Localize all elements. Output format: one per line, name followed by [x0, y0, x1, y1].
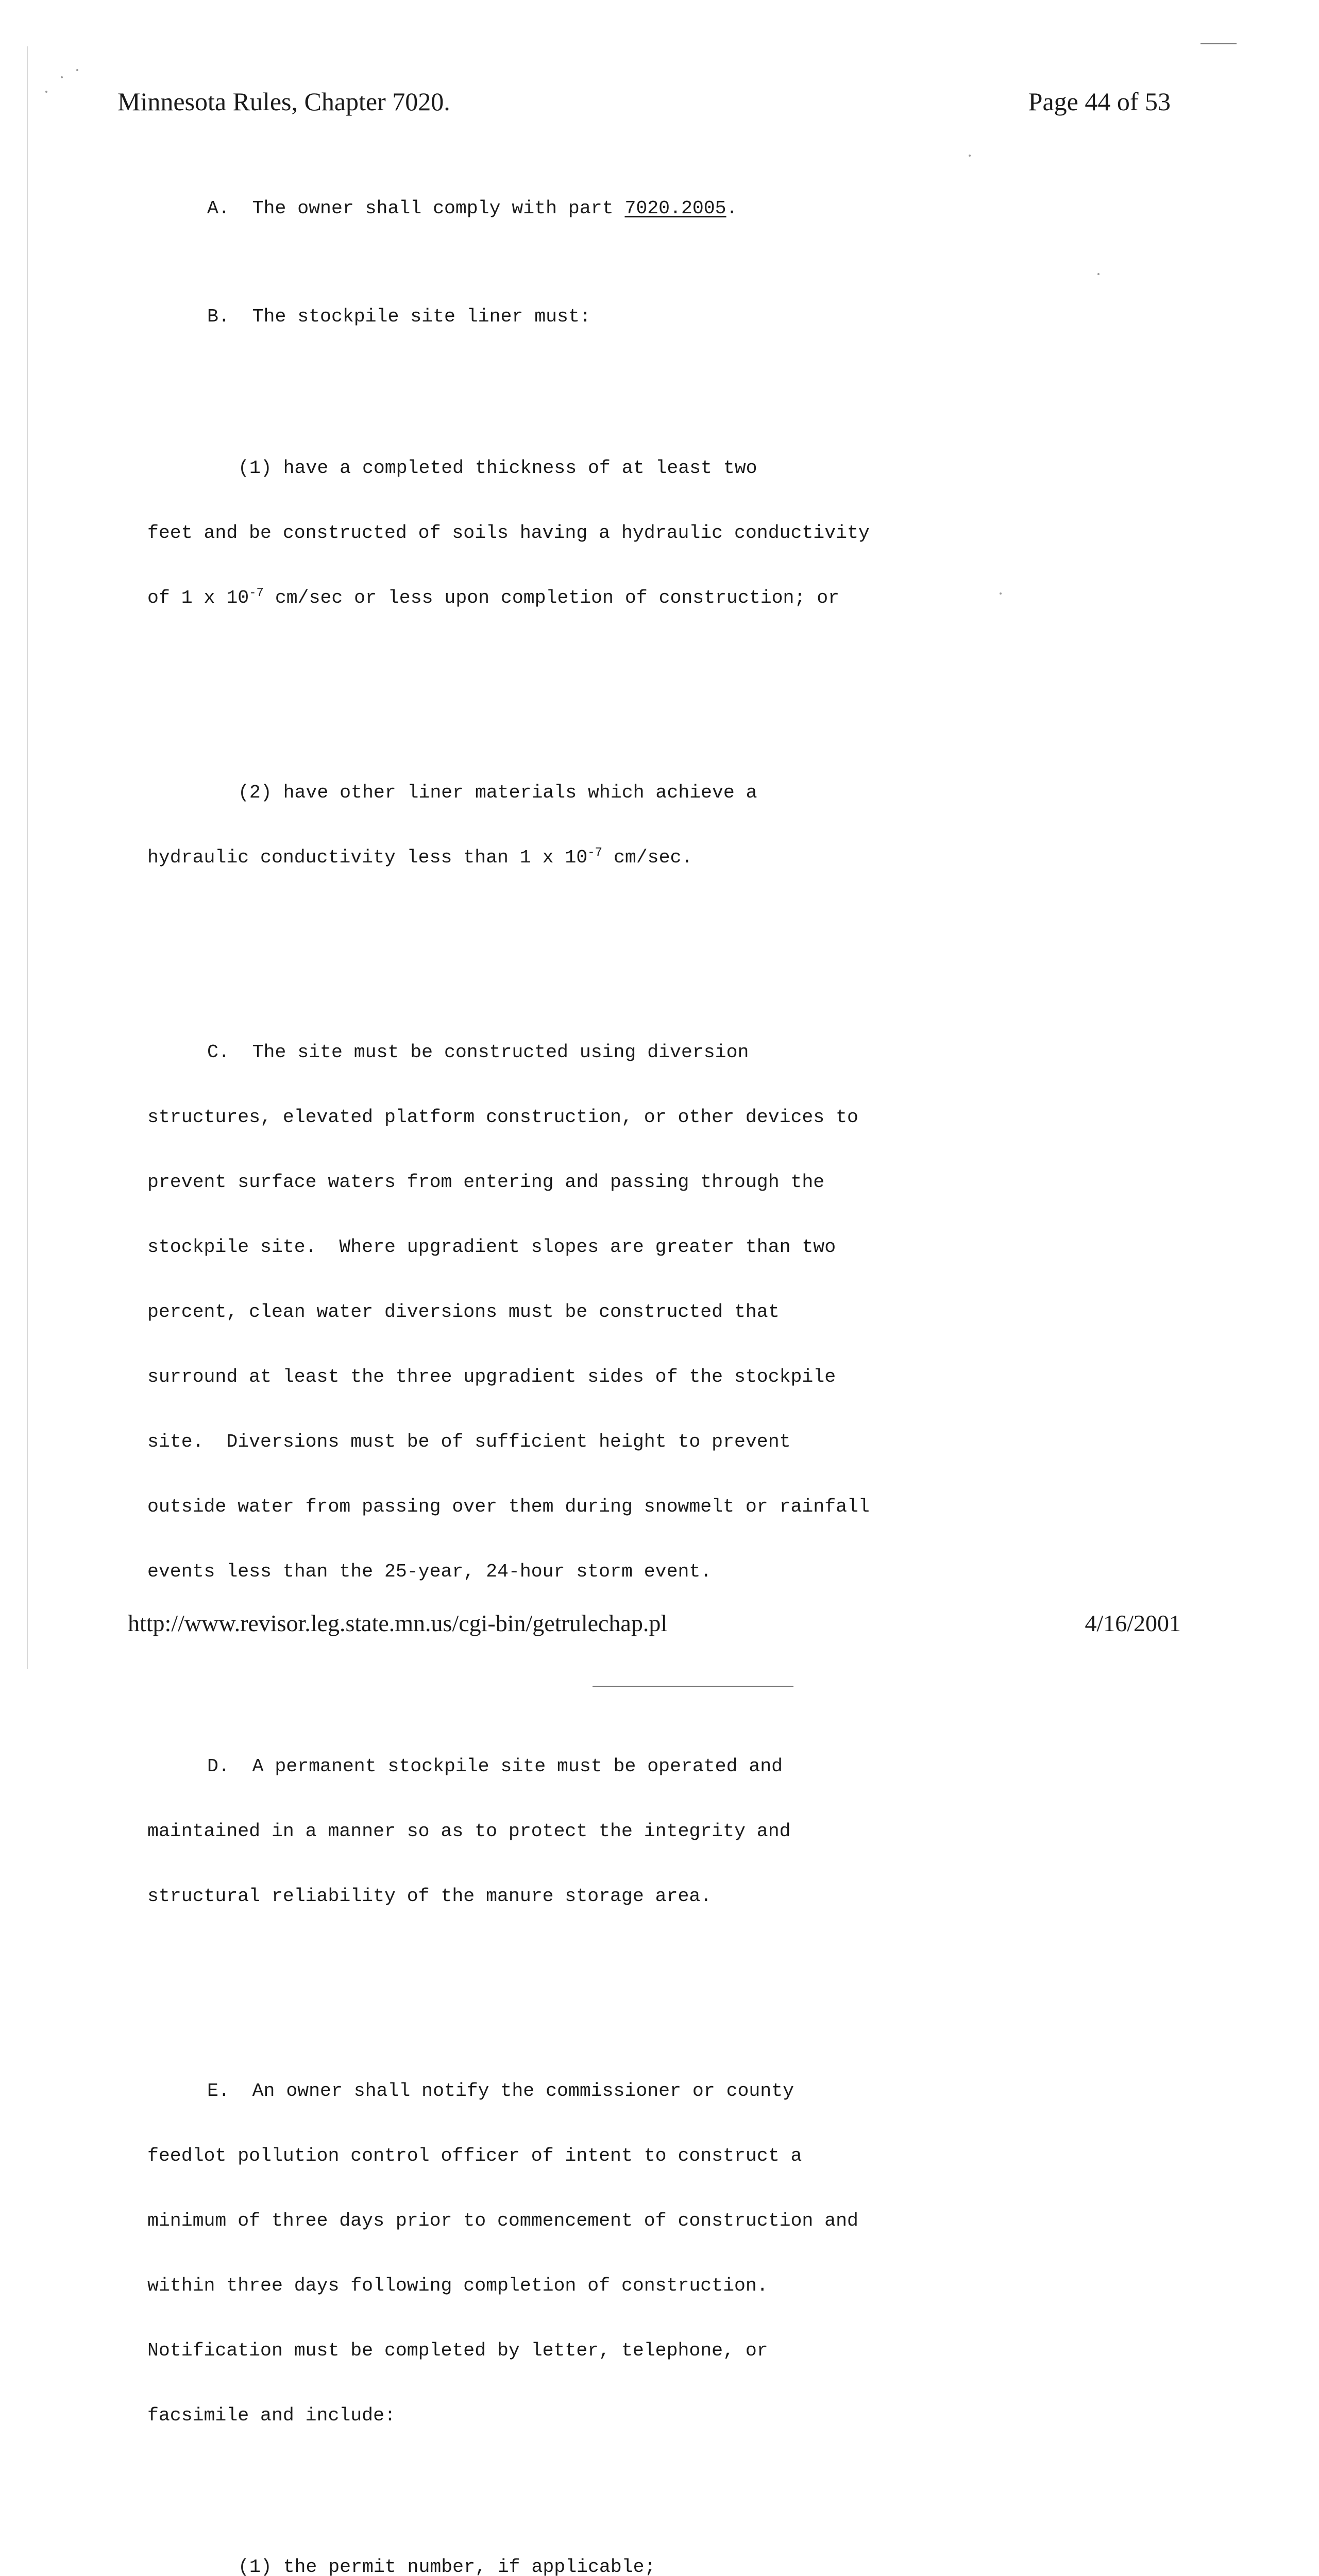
scan-edge-line	[27, 46, 28, 1669]
text-line: percent, clean water diversions must be constructed that	[147, 1301, 780, 1323]
rule-text	[147, 155, 1168, 2576]
text-line: (1) have a completed thickness of at least two	[238, 457, 757, 479]
item-e-paragraph	[147, 2037, 1168, 2470]
text-line: site. Diversions must be of sufficient height to prevent	[147, 1431, 791, 1452]
text-line: Notification must be completed by letter, telephone, or	[147, 2340, 768, 2361]
scan-speck	[45, 91, 47, 93]
text-line: structures, elevated platform construction, or other devices to	[147, 1107, 858, 1128]
footer-url[interactable]: http://www.revisor.leg.state.mn.us/cgi-bin/getrulechap.pl	[128, 1610, 668, 1636]
item-b1-paragraph	[147, 414, 1168, 652]
scan-speck	[61, 76, 63, 78]
text-line: of 1 x 10	[147, 587, 249, 608]
text-line: C. The site must be constructed using diversion	[207, 1042, 749, 1063]
text-line: surround at least the three upgradient sides of the stockpile	[147, 1366, 836, 1387]
item-b-paragraph: B. The stockpile site liner must:	[207, 306, 591, 327]
item-d-paragraph	[147, 1713, 1168, 1951]
part-link-7020-2005[interactable]: 7020.2005	[624, 198, 726, 219]
text-line: E. An owner shall notify the commissioner or county	[207, 2080, 794, 2102]
text-line: (2) have other liner materials which achieve a	[238, 782, 757, 803]
document-header-title: Minnesota Rules, Chapter 7020.	[117, 87, 450, 116]
item-e1-paragraph: (1) the permit number, if applicable;	[238, 2556, 656, 2576]
text-line: outside water from passing over them during snowmelt or rainfall	[147, 1496, 870, 1517]
text-line: stockpile site. Where upgradient slopes are greater than two	[147, 1236, 836, 1258]
item-c-paragraph	[147, 998, 1168, 1626]
exponent: -7	[249, 586, 264, 600]
footer-date: 4/16/2001	[1085, 1610, 1181, 1636]
text-line: prevent surface waters from entering and passing through the	[147, 1172, 825, 1193]
text-line: structural reliability of the manure storage area.	[147, 1886, 712, 1907]
scan-mark	[1200, 43, 1237, 44]
text-line: hydraulic conductivity less than 1 x 10	[147, 847, 588, 868]
item-a-paragraph	[147, 198, 1168, 219]
text-line: cm/sec or less upon completion of construction; or	[263, 587, 840, 608]
text-line: events less than the 25-year, 24-hour storm event.	[147, 1561, 712, 1582]
item-b2-paragraph	[147, 739, 1168, 912]
page-number: Page 44 of 53	[1028, 87, 1171, 116]
text-line: feedlot pollution control officer of intent to construct a	[147, 2145, 802, 2166]
punctuation: .	[726, 198, 738, 219]
text-line: within three days following completion of construction.	[147, 2275, 768, 2296]
text-line: facsimile and include:	[147, 2405, 396, 2426]
exponent: -7	[587, 845, 603, 860]
scan-speck	[76, 69, 78, 71]
item-a-text: A. The owner shall comply with part	[207, 198, 625, 219]
text-line: maintained in a manner so as to protect the integrity and	[147, 1821, 791, 1842]
text-line: D. A permanent stockpile site must be operated and	[207, 1756, 783, 1777]
text-line: minimum of three days prior to commencement of construction and	[147, 2210, 858, 2231]
text-line: feet and be constructed of soils having a hydraulic conductivity	[147, 522, 870, 544]
text-line: cm/sec.	[602, 847, 693, 868]
